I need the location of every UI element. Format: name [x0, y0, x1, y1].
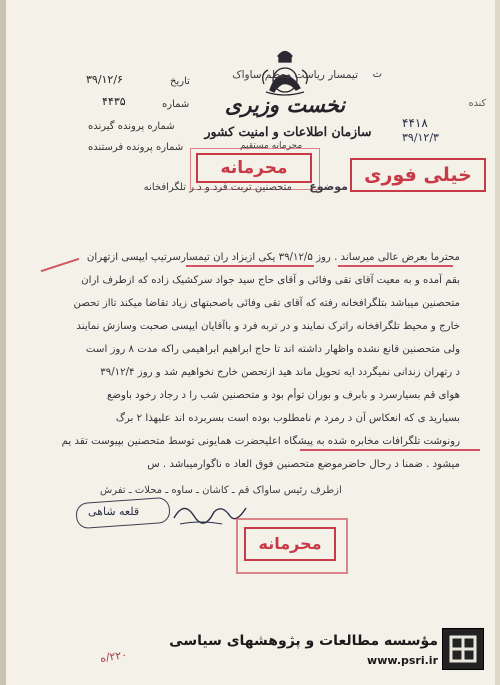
handwritten-stamp-note: محرمانه مستقیم	[240, 141, 303, 151]
red-underline	[338, 265, 453, 267]
subject-label: موضوع	[309, 180, 348, 193]
signature-name: قلعه شاهی	[88, 505, 140, 518]
knot-logo-icon	[443, 629, 483, 669]
body-line: د رتهران زندانی نمیگردد ایه تحویل ماند هید ازتحصن خارج نخواهیم شد و روز ۳۹/۱۲/۴	[100, 367, 460, 378]
institute-url: www.psri.ir	[367, 654, 438, 667]
signature-title: ازطرف رئیس ساواک قم ـ کاشان ـ ساوه ـ محلات ـ تفرش	[100, 485, 342, 496]
confidential-stamp-top: محرمانه	[196, 153, 312, 183]
institute-name: مؤسسه مطالعات و پژوهشهای سیاسی	[169, 633, 438, 649]
subject-text: متحصنین تربت فرد و د ر تلگرافخانه	[143, 182, 292, 193]
sender-file-label: شماره پرونده فرستنده	[88, 142, 184, 153]
confidential-stamp-bottom: محرمانه	[244, 527, 336, 561]
date-label: تاریخ	[170, 76, 190, 87]
margin-note: ۲۲۰/ه	[99, 648, 128, 665]
header-marker-2: کنده	[468, 98, 486, 109]
red-underline	[41, 258, 80, 272]
body-line: بسیارید ی که انعکاس آن د رمرد م نامطلوب بوده است بسربرده اند علیهذا ۲ برگ	[115, 413, 460, 424]
header-marker: ت	[372, 69, 382, 80]
body-line: متحصنین میباشد بتلگرافخانه رفته که آقای تقی وفائی باصحبتهای زیاد تقاضا میکند تااز تحصن	[73, 298, 460, 309]
body-line: محترما بعرض عالی میرساند . روز ۳۹/۱۲/۵ یکی ازبزاد ران تیمسارسرتیپ ایپسی ازتهران	[86, 252, 460, 263]
body-line: هوای قم بسیارسرد و بابرف و بوران توأم بود و متحصنین شب را د رجاد رخود باوضع	[106, 390, 460, 401]
number-value: ۴۴۳۵	[102, 95, 126, 108]
handwritten-ref-date: ۳۹/۱۲/۳	[402, 131, 439, 144]
sheet-left-edge	[0, 0, 6, 685]
handwritten-ref-number: ۴۴۱۸	[402, 116, 428, 130]
ministry-title: نخست وزیری	[224, 92, 346, 117]
body-line: رونوشت تلگرافات مخابره شده به پیشگاه اعلیحضرت همایونی توسط متحصنین بپیوست تقد یم	[61, 436, 460, 447]
body-line: میشود . ضمنا د رحال حاضرموضع متحصنین فوق العاد ه ناگوارمیباشد . س	[147, 459, 460, 470]
date-value: ۳۹/۱۲/۶	[86, 73, 123, 86]
body-line: بقم آمده و به معیت آقای تقی وفائی و آقای حاج سید جواد سرکشیک زاده که ازطرف اران	[81, 275, 460, 286]
institute-logo	[442, 628, 484, 670]
red-underline	[300, 449, 480, 451]
body-line: ولی متحصنین قانع نشده واظهار داشته اند تا حاج ابراهیم ابراهیمی راکه مدت ۸ روز است	[85, 344, 460, 355]
receiver-file-label: شماره پرونده گیرنده	[88, 121, 175, 132]
number-label: شماره	[162, 99, 190, 110]
sheet-right-edge	[495, 0, 500, 685]
body-line: خارج و محیط تلگرافخانه راترک نمایند و در تربه فرد و باآقایان ایپسی صحبت وسازش نمایند	[76, 321, 460, 332]
red-underline	[186, 265, 314, 267]
ministry-subtitle: سازمان اطلاعات و امنیت کشور	[204, 124, 372, 139]
urgent-stamp: خیلی فوری	[350, 158, 486, 192]
recipient-line: تیمسار ریاست معظم ساواک	[232, 69, 358, 81]
